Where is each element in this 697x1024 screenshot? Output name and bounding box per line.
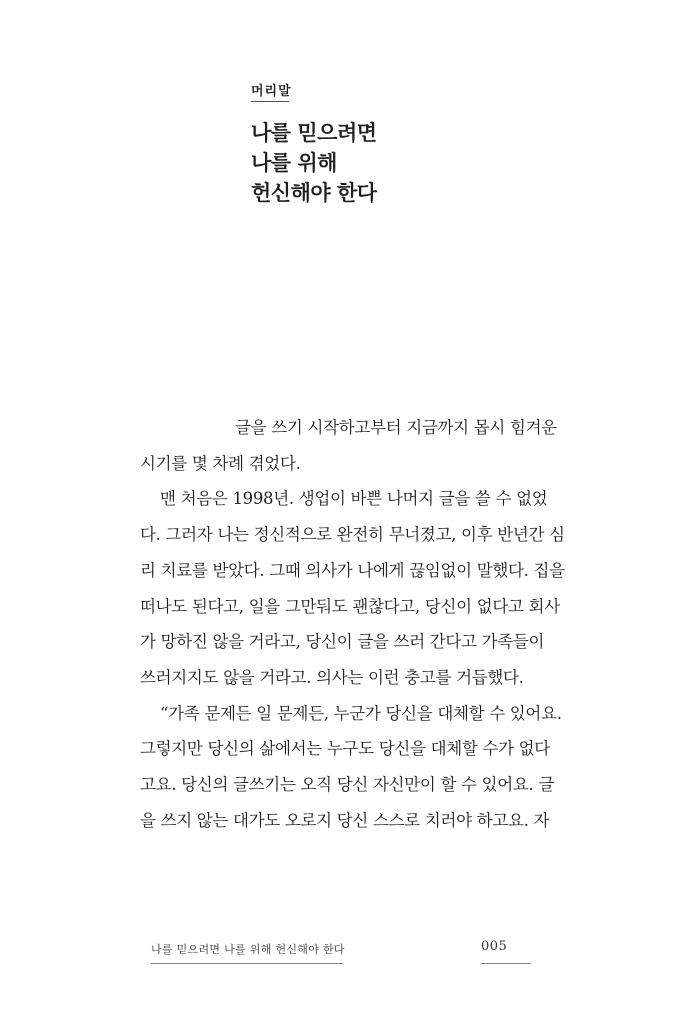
section-label: 머리말 <box>251 84 292 99</box>
footer-rule-right <box>481 963 531 964</box>
body-line: 리 치료를 받았다. 그때 의사가 나에게 끊임없이 말했다. 집을 <box>140 560 565 580</box>
body-line: “가족 문제든 일 문제든, 누군가 당신을 대체할 수 있어요. <box>160 703 562 723</box>
body-line: 맨 처음은 1998년. 생업이 바쁜 나머지 글을 쓸 수 없었 <box>160 489 548 509</box>
body-line: 가 망하진 않을 거라고, 당신이 글을 쓰러 간다고 가족들이 <box>140 632 545 652</box>
chapter-title-line: 나를 위해 <box>251 150 337 175</box>
footer-rule-left <box>151 963 343 964</box>
footer-page-number: 005 <box>481 939 508 954</box>
body-line: 쓰러지지도 않을 거라고. 의사는 이런 충고를 거듭했다. <box>140 667 524 687</box>
body-line: 떠나도 된다고, 일을 그만둬도 괜찮다고, 당신이 없다고 회사 <box>140 596 560 616</box>
footer-book-title: 나를 믿으려면 나를 위해 헌신해야 한다 <box>151 943 345 956</box>
chapter-title-line: 헌신해야 한다 <box>251 180 377 205</box>
body-line: 을 쓰지 않는 대가도 오로지 당신 스스로 치러야 하고요. 자 <box>140 810 550 830</box>
body-line: 그렇지만 당신의 삶에서는 누구도 당신을 대체할 수가 없다 <box>140 739 550 759</box>
section-label-rule <box>251 101 289 102</box>
body-line: 시기를 몇 차례 겪었다. <box>140 453 301 473</box>
body-line: 다. 그러자 나는 정신적으로 완전히 무너졌고, 이후 반년간 심 <box>140 525 565 545</box>
body-line: 고요. 당신의 글쓰기는 오직 당신 자신만이 할 수 있어요. 글 <box>140 775 555 795</box>
chapter-title <box>251 118 377 208</box>
body-text <box>140 410 610 838</box>
chapter-title-line: 나를 믿으려면 <box>251 120 377 145</box>
body-line: 글을 쓰기 시작하고부터 지금까지 몹시 힘겨운 <box>235 418 557 437</box>
